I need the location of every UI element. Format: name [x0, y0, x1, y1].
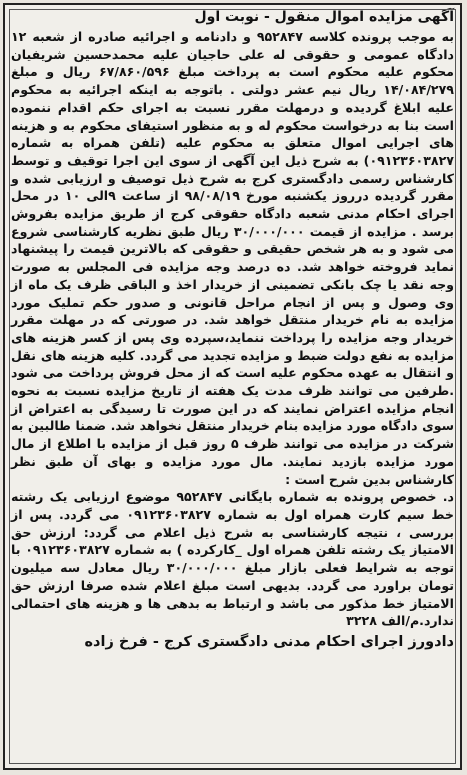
notice-signature: دادورز اجرای احکام مدنی دادگستری کرج - فرخ زاده [84, 633, 454, 650]
notice-appraisal-paragraph: د. خصوص پرونده به شماره بایگانی ۹۵۲۸۴۷ موضوع ارزیابی یک رشته خط سیم کارت همراه اول به شماره ۰۹۱۲۳۶۰۳۸۲۷ می گردد. پس از بررسی ، نتیجه کارشناسی به شرح ذیل اعلام می گردد: ارزش حق الامتیاز یک رشته تلفن همراه اول _کارکرده ) به شماره ۰۹۱۲۳۶۰۳۸۲۷ با توجه به شرایط فعلی بازار مبلغ ۳۰/۰۰۰/۰۰۰ ریال معادل سه میلیون تومان براورد می گردد. بدیهی است مبلغ اعلام شده صرفا ارزش حق الامتیاز خط مذکور می باشد و ارتباط به بدهی ها و هزینه های احتمالی ندارد.م/الف ۳۲۲۸ [11, 489, 454, 629]
notice-body-paragraph: به موجب پرونده کلاسه ۹۵۲۸۴۷ و دادنامه و اجرائیه صادره از شعبه ۱۲ دادگاه عمومی و حقوقی له علی حاجیان علیه محمدحسین شریفیان محکوم علیه محکوم است به پرداخت مبلغ ۶۷/۸۶۰/۵۹۶ ریال و مبلغ ۱۴/۰۸۴/۲۷۹ ریال نیم عشر دولتی . باتوجه به اینکه اجرائیه به محکوم علیه ابلاغ گردیده و درمهلت مقرر نسبت به اجرای حکم اقدام ننموده است بنا به درخواست محکوم له و به منظور استیفای محکوم به و هزینه های اجرایی اموال متعلق به محکوم علیه (تلفن همراه به شماره ۰۹۱۲۳۶۰۳۸۲۷) به شرح ذیل این آگهی از سوی این اجرا توقیف و توسط کارشناس رسمی دادگستری کرج به شرح ذیل توصیف و ارزیابی شده و مقرر گردیده درروز یکشنبه مورخ ۹۸/۰۸/۱۹ از ساعت ۹الی ۱۰ در محل اجرای احکام مدنی شعبه دادگاه حقوقی کرج از طریق مزایده بفروش برسد . مزایده از قیمت ۳۰/۰۰۰/۰۰۰ ریال طبق نظریه کارشناسی شروع می شود و به هر شخص حقیقی و حقوقی که بالاترین قیمت را پیشنهاد نماید فروخته خواهد شد. ده درصد وجه مزایده فی المجلس به صورت وجه نقد یا چک بانکی تضمینی از خریدار اخذ و الباقی ظرف یک ماه از وی وصول و پس از انجام مراحل قانونی و صدور حکم تملیک مورد مزایده به نام خریدار منتقل خواهد شد. در صورتی که در مهلت مقرر خریدار وجه مزایده را پرداخت ننماید،سپرده وی پس از کسر هزینه های مزایده به نفع دولت ضبط و مزایده تجدید می گردد. کلیه هزینه های نقل و انتقال به عهده محکوم علیه است که از محل فروش پرداخت می شود .طرفین می توانند ظرف مدت یک هفته از تاریخ مزایده نسبت به نحوه انجام مزایده اعتراض نمایند که در این صورت تا رسیدگی به اعتراض از سوی دادگاه مورد مزایده بنام خریدار منتقل نخواهد شد. ضمنا طالبین به شرکت در مزایده می توانند ظرف ۵ روز قبل از مزایده با اطلاع از مال مورد مزایده بازدید نمایند. مال مورد مزایده و بهای آن طبق نظر کارشناس بدین شرح است : [11, 29, 454, 487]
notice-title: آگهی مزایده اموال منقول - نوبت اول [194, 9, 454, 25]
notice-frame [9, 9, 456, 764]
auction-notice [3, 3, 462, 770]
